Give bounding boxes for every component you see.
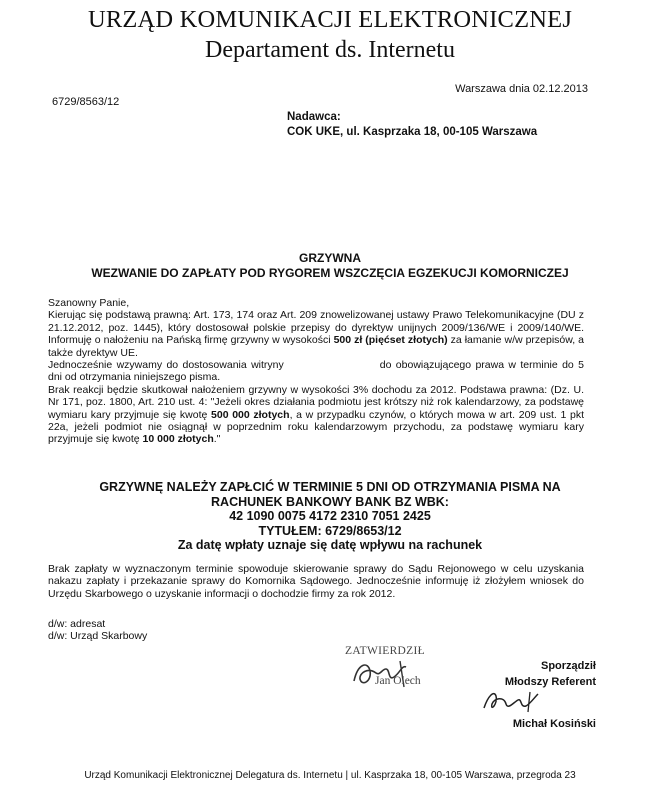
- cc-line-1: d/w: adresat: [48, 618, 106, 630]
- department-name: Departament ds. Internetu: [205, 37, 455, 63]
- salutation: Szanowny Panie,: [48, 297, 130, 309]
- payment-title: TYTUŁEM: 6729/8653/12: [258, 523, 402, 538]
- paragraph-penalty: [48, 384, 584, 446]
- organization-name: URZĄD KOMUNIKACJI ELEKTRONICZNEJ: [87, 6, 573, 33]
- p1-text-b: za łamanie w/w przepisów, a także dyrektyw UE.: [48, 334, 585, 359]
- payment-instructions: [0, 480, 660, 553]
- sender-address: COK UKE, ul. Kasprzaka 18, 00-105 Warszawa: [287, 126, 538, 138]
- stamp-name: Jan Olech: [375, 675, 421, 687]
- p2-text-b: do obowiązującego prawa w terminie do 5 dni od otrzymania niniejszego pisma.: [48, 359, 584, 384]
- letter-subtitle: WEZWANIE DO ZAPŁATY POD RYGOREM WSZCZĘCIA EGZEKUCJI KOMORNICZEJ: [91, 266, 569, 280]
- cc-line-2: d/w: Urząd Skarbowy: [48, 630, 148, 643]
- bank-account-number: 42 1090 0075 4172 2310 7051 2425: [229, 509, 431, 523]
- footer-address: Urząd Komunikacji Elektronicznej Delegatura ds. Internetu | ul. Kasprzaka 18, 00-105 Warszawa, przegroda 23: [84, 770, 576, 781]
- signer-name: Michał Kosiński: [512, 718, 596, 730]
- paragraph-legal-basis: [48, 309, 584, 359]
- stamp-label: ZATWIERDZIŁ: [345, 645, 425, 657]
- paragraph-adjust-website: [48, 359, 584, 384]
- payment-line-2: RACHUNEK BANKOWY BANK BZ WBK:: [211, 494, 449, 509]
- closing-paragraph: Brak zapłaty w wyznaczonym terminie spowoduje skierowanie sprawy do Sądu Rejonowego w celu uzyskania nakazu zapłaty i przekazanie sprawy do Komornika Sądowego. Jednocześnie informuję iż złożyłem wniosek do Urzędu Skarbowego o uzyskanie informacji o dochodzie firmy za rok 2012.: [48, 563, 584, 600]
- penalty-amount-2: 10 000 złotych: [142, 433, 214, 446]
- signer-title: Młodszy Referent: [504, 676, 596, 688]
- sender-label: Nadawca:: [287, 111, 341, 123]
- p2-text-a: Jednocześnie wzywamy do dostosowania witryny: [48, 359, 284, 372]
- fine-amount: 500 zł (pięćset złotych): [333, 334, 448, 347]
- p3-text-b: , a w przypadku czynów, o których mowa w art. 209 ust. 1 pkt 22a, jeżeli podmiot nie osiągnął w poprzednim roku kalendarzowym przychodu, za podstawę wymiaru kary przyjmuje się kwotę: [48, 408, 585, 446]
- referent-signature: [478, 686, 548, 716]
- penalty-amount-1: 500 000 złotych: [211, 408, 290, 421]
- reference-number: 6729/8563/12: [52, 96, 120, 108]
- date-line: Warszawa dnia 02.12.2013: [455, 83, 588, 95]
- p3-text-c: .": [213, 433, 221, 446]
- copy-recipients: [48, 618, 147, 643]
- p3-text-a: Brak reakcji będzie skutkował nałożeniem grzywny w wysokości 3% dochodu za 2012. Podstawa prawna: (Dz. U. Nr 171, poz. 1800, Art. 210 ust. 4: "Jeżeli okres działania podmiotu jest krótszy niż rok kalendarzowy, za podstawę wymiaru kary przyjmuje się kwotę: [48, 383, 584, 421]
- prepared-by-label: Sporządził: [540, 660, 596, 672]
- letter-body: [48, 297, 584, 446]
- payment-line-1: GRZYWNĘ NALEŻY ZAPŁCIĆ W TERMINIE 5 DNI OD OTRZYMANIA PISMA NA: [99, 480, 561, 494]
- payment-date-note: Za datę wpłaty uznaje się datę wpływu na rachunek: [177, 538, 483, 552]
- approval-stamp: [345, 645, 460, 693]
- p1-text-a: Kierując się podstawą prawną: Art. 173, 174 oraz Art. 209 znowelizowanej ustawy Prawo Telekomunikacyjne (DU z 21.12.2012, poz. 1445), który dostosował polskie przepisy do dyrektyw unijnych 2009/136/WE i 2009/140/WE. Informuję o nałożeniu na Pańską firmę grzywny w wysokości: [48, 309, 584, 347]
- letter-title: GRZYWNA: [299, 251, 361, 265]
